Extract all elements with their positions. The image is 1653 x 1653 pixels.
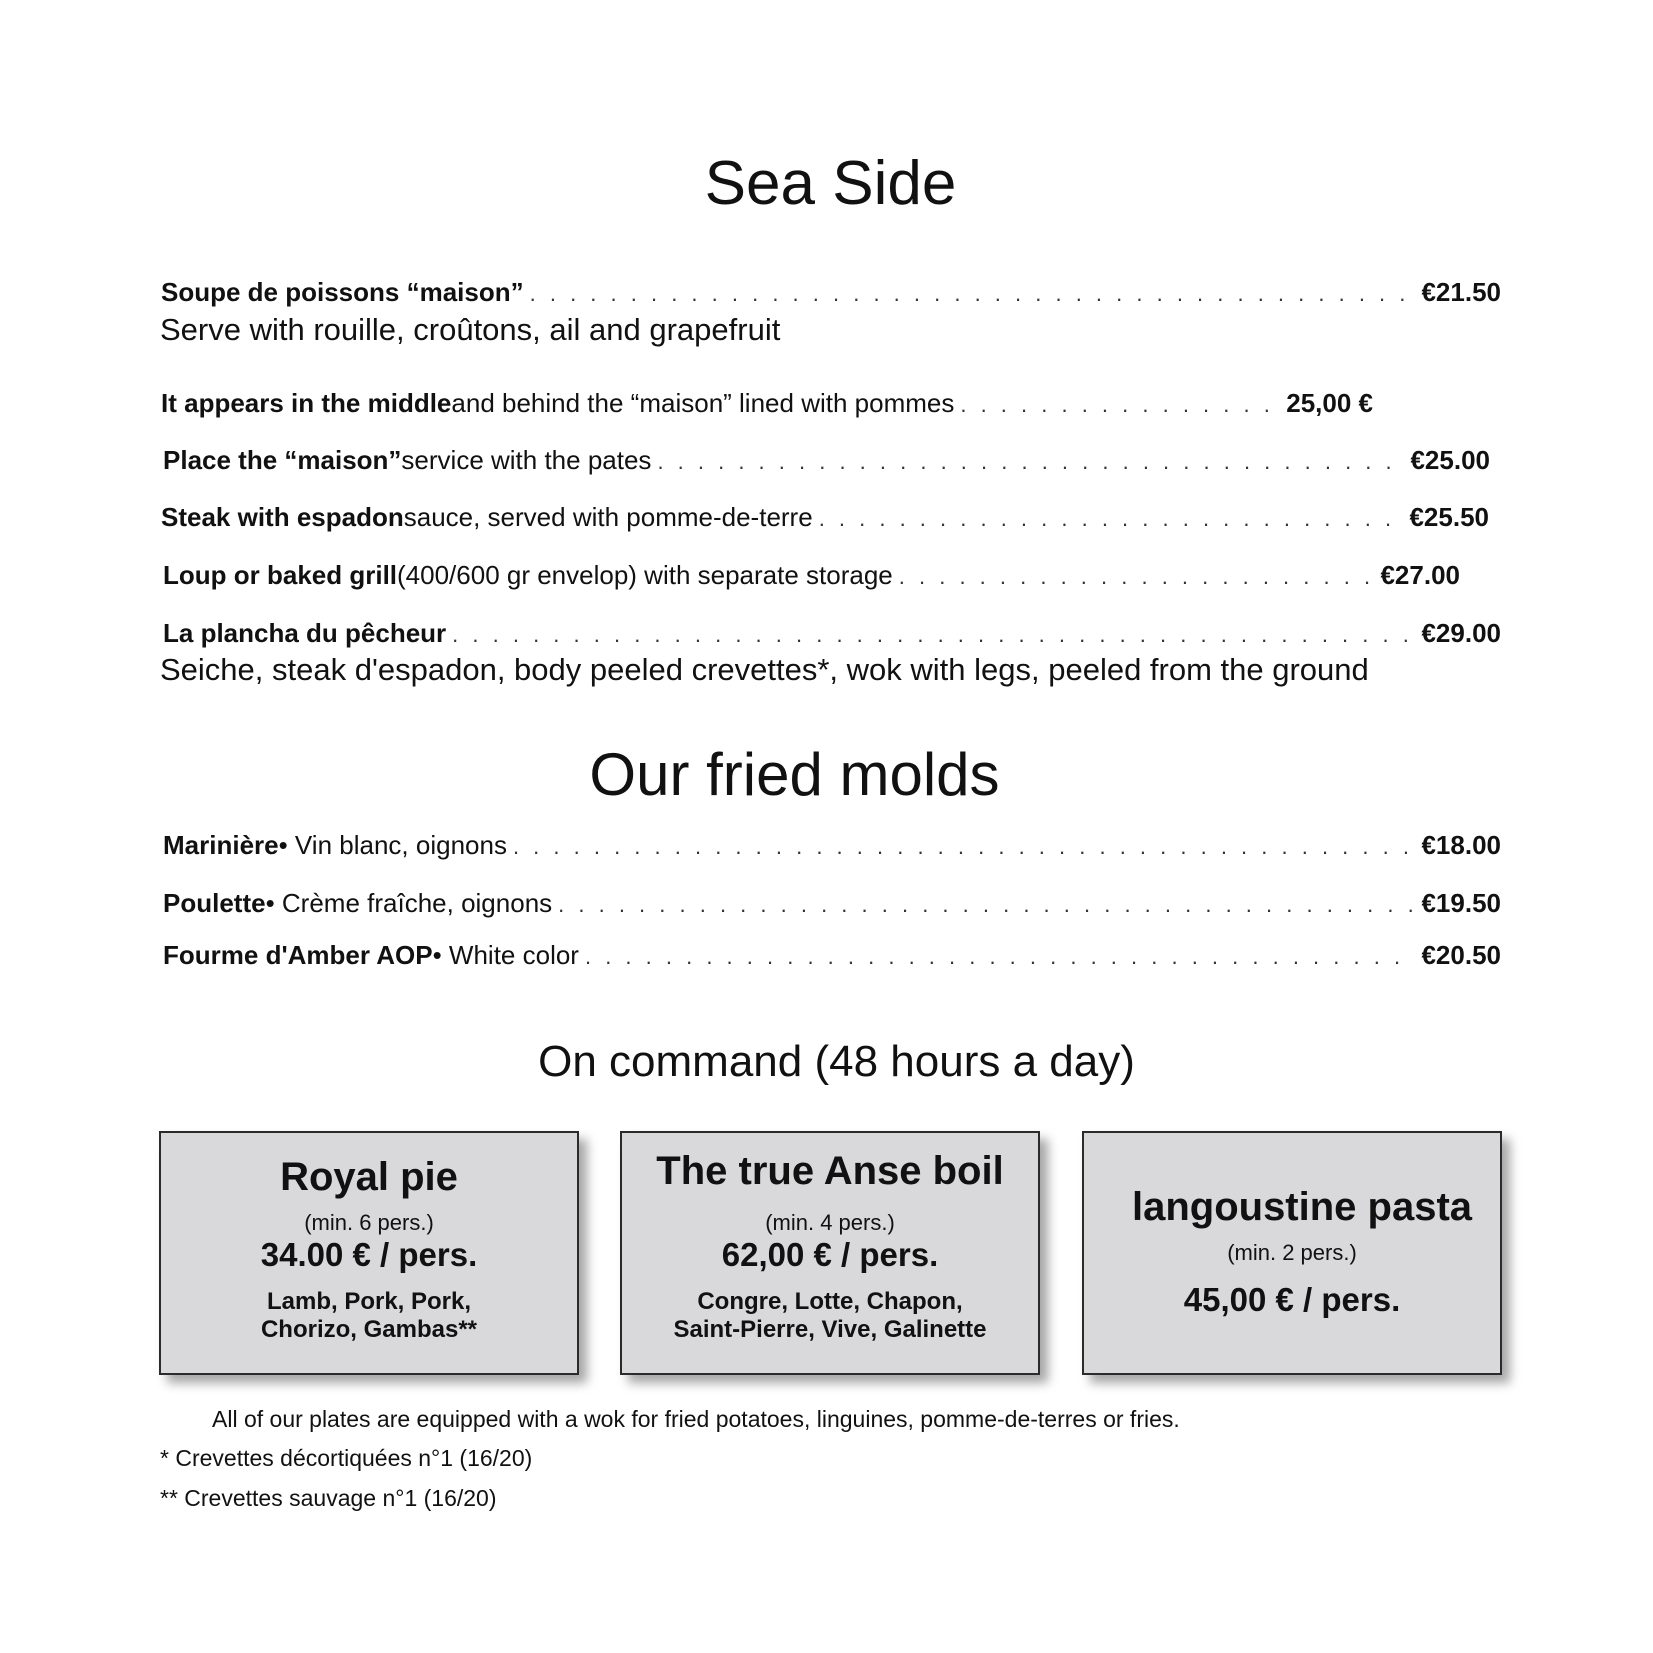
plates-note: All of our plates are equipped with a wok for fried potatoes, linguines, pomme-de-terres or fries. [212, 1406, 1180, 1432]
box-langoustine-pasta [1082, 1131, 1502, 1375]
box-content-line-1: Lamb, Pork, Pork, [266, 1288, 472, 1315]
box-title: The true Anse boil [656, 1149, 1004, 1193]
box-title: Royal pie [280, 1155, 458, 1199]
box-royal-pie [159, 1131, 579, 1375]
box-anse-boil [620, 1131, 1040, 1375]
menu-item-steak [161, 500, 1489, 534]
item-price: €21.50 [1421, 277, 1501, 307]
item-price: €25.50 [1409, 502, 1489, 532]
dot-leader [558, 888, 1415, 922]
box-content-line-2: Saint-Pierre, Vive, Galinette [673, 1316, 987, 1343]
item-price: €18.00 [1421, 830, 1501, 860]
item-name: La plancha du pêcheur [163, 618, 447, 648]
dot-leader [960, 388, 1280, 422]
footnote-2: ** Crevettes sauvage n°1 (16/20) [160, 1485, 497, 1511]
item-price: €27.00 [1380, 560, 1460, 590]
item-price: 25,00 € [1286, 388, 1373, 418]
section-title-sea-side: Sea Side [704, 149, 957, 218]
dot-leader [530, 277, 1416, 311]
section-title-fried-molds: Our fried molds [589, 741, 1000, 808]
item-description: and behind the “maison” lined with pommes [451, 388, 955, 418]
footnote-1: * Crevettes décortiquées n°1 (16/20) [160, 1445, 533, 1471]
menu-item-fourme [163, 938, 1501, 972]
menu-item-loup [163, 558, 1460, 592]
item-name: Steak with espadon [161, 502, 404, 532]
dot-leader [513, 830, 1416, 864]
dot-leader [657, 445, 1404, 479]
item-price: €25.00 [1410, 445, 1490, 475]
box-price: 62,00 € / pers. [721, 1236, 939, 1273]
item-description: sauce, served with pomme-de-terre [403, 502, 813, 532]
menu-item-plancha [163, 616, 1501, 650]
box-price: 45,00 € / pers. [1183, 1281, 1401, 1318]
box-min-persons: (min. 4 pers.) [765, 1210, 895, 1235]
item-note-plancha: Seiche, steak d'espadon, body peeled crevettes*, wok with legs, peeled from the ground [160, 652, 1369, 687]
menu-item-mariniere [163, 828, 1501, 862]
item-name: Soupe de poissons “maison” [161, 277, 524, 307]
dot-leader [585, 940, 1416, 974]
box-min-persons: (min. 6 pers.) [304, 1210, 434, 1235]
item-description: • White color [432, 940, 579, 970]
item-name: Marinière [163, 830, 279, 860]
menu-item-poulette [163, 886, 1501, 920]
item-description: service with the pates [401, 445, 652, 475]
section-title-on-command: On command (48 hours a day) [538, 1037, 1135, 1086]
item-price: €20.50 [1421, 940, 1501, 970]
item-note-soupe: Serve with rouille, croûtons, ail and grapefruit [160, 312, 781, 347]
box-content-line-1: Congre, Lotte, Chapon, [697, 1288, 963, 1315]
item-price: €29.00 [1421, 618, 1501, 648]
dot-leader [899, 560, 1375, 594]
box-title: langoustine pasta [1131, 1185, 1473, 1229]
item-name: Place the “maison” [163, 445, 402, 475]
item-name: Poulette [163, 888, 266, 918]
dot-leader [452, 618, 1415, 652]
item-price: €19.50 [1421, 888, 1501, 918]
item-description: (400/600 gr envelop) with separate storage [397, 560, 893, 590]
item-name: It appears in the middle [161, 388, 452, 418]
menu-item-soupe [161, 275, 1501, 309]
menu-item-place [163, 443, 1490, 477]
item-description: • Crème fraîche, oignons [265, 888, 553, 918]
box-min-persons: (min. 2 pers.) [1227, 1240, 1357, 1265]
box-price: 34.00 € / pers. [260, 1236, 478, 1273]
menu-item-middle [161, 386, 1373, 420]
item-name: Loup or baked grill [163, 560, 398, 590]
box-content-line-2: Chorizo, Gambas** [260, 1316, 478, 1343]
item-name: Fourme d'Amber AOP [163, 940, 433, 970]
dot-leader [819, 502, 1404, 536]
item-description: • Vin blanc, oignons [278, 830, 507, 860]
